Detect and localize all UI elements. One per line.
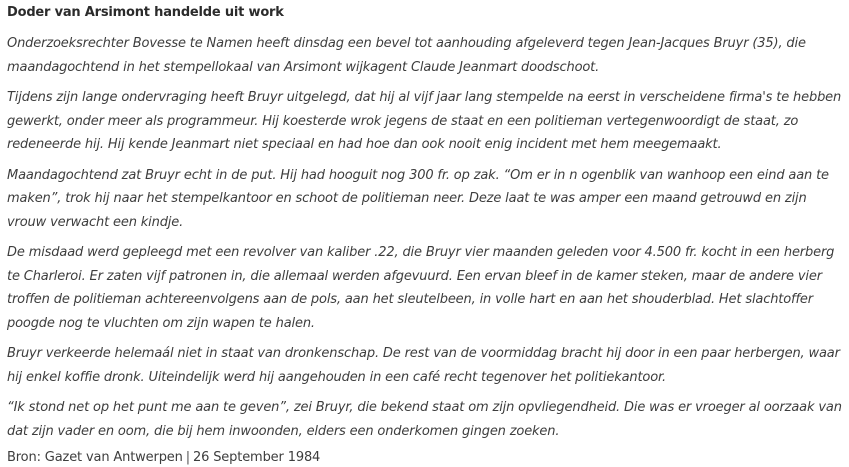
article-paragraph: Bruyr verkeerde helemaál niet in staat van dronkenschap. De rest van de voormiddag bracht hij door in een paar herbergen, waar hij enkel koffie dronk. Uiteindelijk werd hij aangehouden in een café recht tegenover het politiekantoor.	[7, 346, 840, 385]
article-paragraph: “Ik stond net op het punt me aan te geven”, zei Bruyr, die bekend staat om zijn opvliegendheid. Die was er vroeger al oorzaak van dat zijn vader en oom, die bij hem inwoonden, elders een onderkomen gingen zoeken.	[7, 400, 842, 439]
article-source	[7, 449, 843, 466]
source-name: Bron: Gazet van Antwerpen	[7, 450, 183, 465]
source-separator: |	[185, 450, 190, 465]
article-paragraph: Tijdens zijn lange ondervraging heeft Bruyr uitgelegd, dat hij al vijf jaar lang stempelde na eerst in verscheidene firma's te hebben gewerkt, onder meer als programmeur. Hij koesterde wrok jegens de staat en een politieman vertegenwoordigt de staat, zo redeneerde hij. Hij kende Jeanmart niet speciaal en had hoe dan ook nooit enig incident met hem meegemaakt.	[7, 90, 842, 152]
article-paragraph: De misdaad werd gepleegd met een revolver van kaliber .22, die Bruyr vier maanden geleden voor 4.500 fr. kocht in een herberg te Charleroi. Er zaten vijf patronen in, die allemaal werden afgevuurd. Een ervan bleef in de kamer steken, maar de andere vier troffen de politieman achtereenvolgens aan de pols, aan het sleutelbeen, in volle hart en aan het shouderblad. Het slachtoffer poogde nog te vluchten om zijn wapen te halen.	[7, 245, 835, 331]
article	[7, 4, 843, 466]
article-title: Doder van Arsimont handelde uit work	[7, 5, 284, 20]
article-paragraph: Onderzoeksrechter Bovesse te Namen heeft dinsdag een bevel tot aanhouding afgeleverd tegen Jean-Jacques Bruyr (35), die maandagochtend in het stempellokaal van Arsimont wijkagent Claude Jeanmart doodschoot.	[7, 36, 806, 75]
article-paragraph: Maandagochtend zat Bruyr echt in de put. Hij had hooguit nog 300 fr. op zak. “Om er in n ogenblik van wanhoop een eind aan te maken”, trok hij naar het stempelkantoor en schoot de politieman neer. Deze laat te was amper een maand getrouwd en zijn vrouw verwacht een kindje.	[7, 167, 829, 230]
source-date: 26 September 1984	[192, 450, 321, 465]
